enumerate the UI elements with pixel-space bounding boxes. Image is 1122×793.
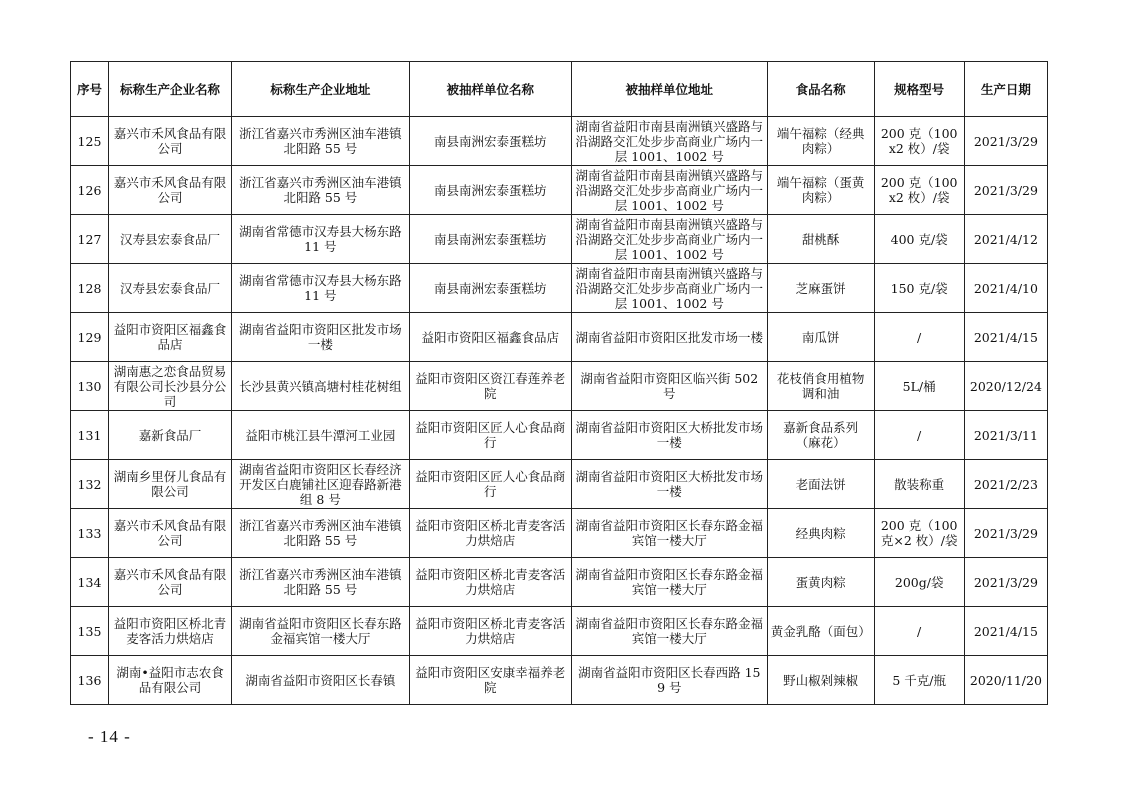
table-row [71,362,1048,411]
cell-spec: / [874,607,964,656]
cell-spec: / [874,411,964,460]
cell-food-name: 老面法饼 [767,460,874,509]
cell-spec: 200g/袋 [874,558,964,607]
table-row [71,656,1048,705]
cell-production-date: 2021/4/10 [964,264,1047,313]
cell-manufacturer-address: 浙江省嘉兴市秀洲区油车港镇北阳路 55 号 [232,509,410,558]
cell-sampled-unit-address: 湖南省益阳市南县南洲镇兴盛路与沿湖路交汇处步步高商业广场内一层 1001、1002 号 [571,264,767,313]
cell-spec: 5L/桶 [874,362,964,411]
cell-food-name: 经典肉粽 [767,509,874,558]
cell-sampled-unit: 益阳市资阳区福鑫食品店 [409,313,571,362]
cell-manufacturer: 嘉兴市禾风食品有限公司 [108,117,231,166]
cell-production-date: 2021/3/29 [964,558,1047,607]
table-row [71,215,1048,264]
cell-index: 133 [71,509,109,558]
cell-food-name: 南瓜饼 [767,313,874,362]
cell-index: 126 [71,166,109,215]
cell-manufacturer-address: 湖南省常德市汉寿县大杨东路 11 号 [232,215,410,264]
table-row [71,509,1048,558]
cell-manufacturer: 益阳市资阳区福鑫食品店 [108,313,231,362]
cell-sampled-unit: 南县南洲宏泰蛋糕坊 [409,264,571,313]
cell-sampled-unit: 益阳市资阳区桥北青麦客活力烘焙店 [409,558,571,607]
cell-index: 127 [71,215,109,264]
cell-sampled-unit: 益阳市资阳区匠人心食品商行 [409,460,571,509]
cell-manufacturer-address: 益阳市桃江县牛潭河工业园 [232,411,410,460]
cell-sampled-unit: 南县南洲宏泰蛋糕坊 [409,215,571,264]
cell-sampled-unit-address: 湖南省益阳市资阳区大桥批发市场一楼 [571,411,767,460]
cell-spec: / [874,313,964,362]
table-row [71,313,1048,362]
cell-food-name: 端午福粽（经典肉粽） [767,117,874,166]
col-header-spec: 规格型号 [874,62,964,117]
cell-manufacturer: 嘉新食品厂 [108,411,231,460]
cell-spec: 200 克（100x2 枚）/袋 [874,166,964,215]
col-header-sampled-unit: 被抽样单位名称 [409,62,571,117]
table-row [71,558,1048,607]
cell-manufacturer-address: 浙江省嘉兴市秀洲区油车港镇北阳路 55 号 [232,558,410,607]
cell-manufacturer: 嘉兴市禾风食品有限公司 [108,558,231,607]
cell-manufacturer-address: 湖南省益阳市资阳区长春经济开发区白鹿铺社区迎春路新港组 8 号 [232,460,410,509]
cell-index: 134 [71,558,109,607]
cell-production-date: 2021/3/29 [964,166,1047,215]
cell-production-date: 2021/3/11 [964,411,1047,460]
cell-manufacturer: 汉寿县宏泰食品厂 [108,215,231,264]
cell-sampled-unit: 益阳市资阳区桥北青麦客活力烘焙店 [409,607,571,656]
table-row [71,411,1048,460]
cell-index: 130 [71,362,109,411]
cell-sampled-unit: 益阳市资阳区资江春莲养老院 [409,362,571,411]
cell-spec: 200 克（100x2 枚）/袋 [874,117,964,166]
table-body [71,117,1048,705]
cell-sampled-unit-address: 湖南省益阳市资阳区长春西路 159 号 [571,656,767,705]
cell-manufacturer-address: 浙江省嘉兴市秀洲区油车港镇北阳路 55 号 [232,117,410,166]
col-header-index: 序号 [71,62,109,117]
cell-sampled-unit: 益阳市资阳区桥北青麦客活力烘焙店 [409,509,571,558]
col-header-manufacturer: 标称生产企业名称 [108,62,231,117]
cell-food-name: 黄金乳酪（面包） [767,607,874,656]
cell-production-date: 2020/11/20 [964,656,1047,705]
cell-production-date: 2020/12/24 [964,362,1047,411]
table-row [71,264,1048,313]
cell-production-date: 2021/4/15 [964,607,1047,656]
cell-spec: 散装称重 [874,460,964,509]
cell-sampled-unit: 南县南洲宏泰蛋糕坊 [409,117,571,166]
cell-production-date: 2021/2/23 [964,460,1047,509]
col-header-sampled-unit-address: 被抽样单位地址 [571,62,767,117]
cell-sampled-unit: 益阳市资阳区匠人心食品商行 [409,411,571,460]
cell-manufacturer: 湖南乡里伢儿食品有限公司 [108,460,231,509]
cell-food-name: 蛋黄肉粽 [767,558,874,607]
cell-manufacturer-address: 长沙县黄兴镇高塘村桂花树组 [232,362,410,411]
cell-index: 131 [71,411,109,460]
header-row [71,62,1048,117]
cell-spec: 200 克（100 克×2 枚）/袋 [874,509,964,558]
cell-food-name: 野山椒剁辣椒 [767,656,874,705]
cell-sampled-unit: 益阳市资阳区安康幸福养老院 [409,656,571,705]
cell-index: 135 [71,607,109,656]
col-header-manufacturer-address: 标称生产企业地址 [232,62,410,117]
cell-manufacturer-address: 湖南省益阳市资阳区长春镇 [232,656,410,705]
cell-food-name: 嘉新食品系列（麻花） [767,411,874,460]
cell-sampled-unit-address: 湖南省益阳市南县南洲镇兴盛路与沿湖路交汇处步步高商业广场内一层 1001、1002 号 [571,166,767,215]
cell-sampled-unit-address: 湖南省益阳市资阳区长春东路金福宾馆一楼大厅 [571,607,767,656]
cell-manufacturer: 嘉兴市禾风食品有限公司 [108,509,231,558]
cell-manufacturer: 益阳市资阳区桥北青麦客活力烘焙店 [108,607,231,656]
cell-index: 125 [71,117,109,166]
cell-sampled-unit-address: 湖南省益阳市资阳区长春东路金福宾馆一楼大厅 [571,558,767,607]
table-header [71,62,1048,117]
cell-production-date: 2021/3/29 [964,509,1047,558]
cell-spec: 150 克/袋 [874,264,964,313]
cell-sampled-unit: 南县南洲宏泰蛋糕坊 [409,166,571,215]
col-header-food-name: 食品名称 [767,62,874,117]
table-row [71,607,1048,656]
cell-spec: 400 克/袋 [874,215,964,264]
cell-manufacturer-address: 湖南省益阳市资阳区长春东路金福宾馆一楼大厅 [232,607,410,656]
cell-manufacturer: 湖南惠之恋食品贸易有限公司长沙县分公司 [108,362,231,411]
col-header-production-date: 生产日期 [964,62,1047,117]
cell-production-date: 2021/4/15 [964,313,1047,362]
table-row [71,460,1048,509]
cell-sampled-unit-address: 湖南省益阳市南县南洲镇兴盛路与沿湖路交汇处步步高商业广场内一层 1001、1002 号 [571,215,767,264]
cell-manufacturer: 嘉兴市禾风食品有限公司 [108,166,231,215]
cell-food-name: 花枝俏食用植物调和油 [767,362,874,411]
cell-manufacturer: 汉寿县宏泰食品厂 [108,264,231,313]
cell-manufacturer: 湖南•益阳市志农食品有限公司 [108,656,231,705]
cell-manufacturer-address: 湖南省益阳市资阳区批发市场一楼 [232,313,410,362]
cell-sampled-unit-address: 湖南省益阳市资阳区临兴街 502 号 [571,362,767,411]
cell-production-date: 2021/3/29 [964,117,1047,166]
cell-manufacturer-address: 湖南省常德市汉寿县大杨东路 11 号 [232,264,410,313]
cell-manufacturer-address: 浙江省嘉兴市秀洲区油车港镇北阳路 55 号 [232,166,410,215]
cell-production-date: 2021/4/12 [964,215,1047,264]
cell-food-name: 芝麻蛋饼 [767,264,874,313]
cell-sampled-unit-address: 湖南省益阳市资阳区大桥批发市场一楼 [571,460,767,509]
cell-sampled-unit-address: 湖南省益阳市南县南洲镇兴盛路与沿湖路交汇处步步高商业广场内一层 1001、1002 号 [571,117,767,166]
cell-index: 129 [71,313,109,362]
cell-sampled-unit-address: 湖南省益阳市资阳区批发市场一楼 [571,313,767,362]
cell-food-name: 甜桃酥 [767,215,874,264]
cell-index: 136 [71,656,109,705]
sampling-table [70,61,1048,705]
table-row [71,117,1048,166]
page-number: - 14 - [88,727,131,746]
cell-spec: 5 千克/瓶 [874,656,964,705]
cell-food-name: 端午福粽（蛋黄肉粽） [767,166,874,215]
cell-index: 128 [71,264,109,313]
cell-index: 132 [71,460,109,509]
cell-sampled-unit-address: 湖南省益阳市资阳区长春东路金福宾馆一楼大厅 [571,509,767,558]
table-row [71,166,1048,215]
